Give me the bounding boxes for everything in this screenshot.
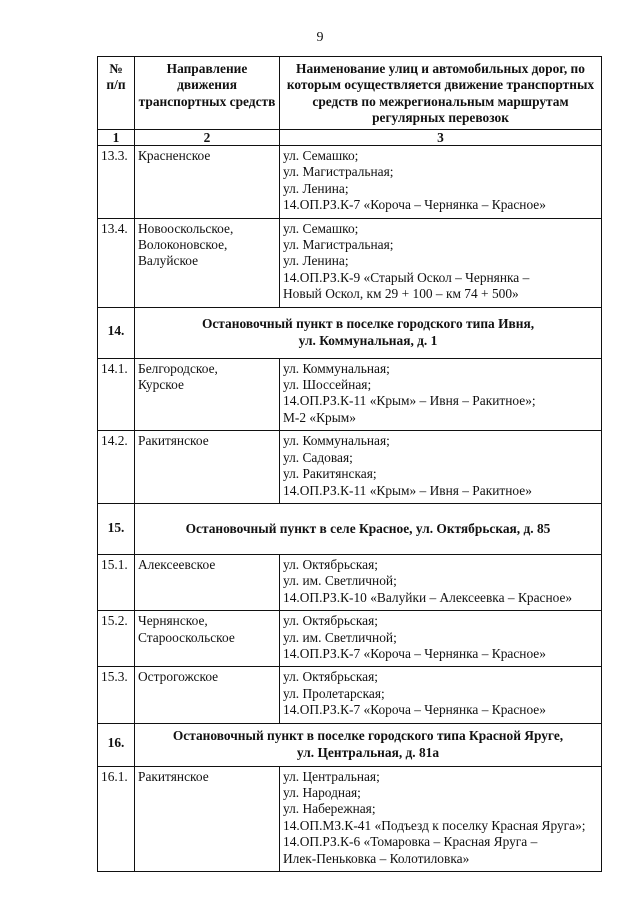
routes-table xyxy=(97,56,602,872)
section-number: 15. xyxy=(98,503,135,554)
direction-cell xyxy=(135,358,280,431)
street-line: 14.ОП.РЗ.К-9 «Старый Оскол – Чернянка – xyxy=(283,269,530,285)
street-line: ул. Коммунальная; xyxy=(283,360,390,376)
street-line: ул. Ленина; xyxy=(283,180,349,196)
row-number: 14.2. xyxy=(98,431,135,504)
column-number: 2 xyxy=(135,130,280,146)
table-row xyxy=(98,554,602,610)
street-line: 14.ОП.РЗ.К-11 «Крым» – Ивня – Ракитное»; xyxy=(283,393,536,409)
section-title-line: Остановочный пункт в поселке городского типа Ивня, xyxy=(201,316,535,332)
street-line: ул. им. Светличной; xyxy=(283,629,397,645)
street-line: ул. Ленина; xyxy=(283,253,349,269)
street-line: ул. Семашко; xyxy=(283,148,359,163)
direction-cell xyxy=(135,431,280,504)
streets-cell xyxy=(280,766,602,871)
street-line: Новый Оскол, км 29 + 100 – км 74 + 500» xyxy=(283,286,519,302)
header-direction: Направление движения транспортных средств xyxy=(135,57,280,130)
direction-line: Чернянское, xyxy=(138,613,208,629)
street-line: 14.ОП.МЗ.К-41 «Подъезд к поселку Красная Яруга»; xyxy=(283,817,586,833)
street-line: ул. Садовая; xyxy=(283,449,353,465)
street-line: М-2 «Крым» xyxy=(283,409,356,425)
direction-line: Валуйское xyxy=(138,253,199,269)
row-number: 16.1. xyxy=(98,766,135,871)
streets-cell xyxy=(280,431,602,504)
street-line: ул. Центральная; xyxy=(283,768,380,784)
table-row xyxy=(98,146,602,219)
direction-line: Волоконовское, xyxy=(138,237,228,253)
row-number: 15.2. xyxy=(98,611,135,667)
street-line: ул. Семашко; xyxy=(283,220,359,236)
table-body xyxy=(98,146,602,872)
direction-cell xyxy=(135,554,280,610)
street-line: ул. Октябрьская; xyxy=(283,669,379,685)
street-line: Илек-Пеньковка – Колотиловка» xyxy=(283,850,470,866)
street-line: ул. Ракитянская; xyxy=(283,466,377,482)
column-numbers-row xyxy=(98,130,602,146)
streets-cell xyxy=(280,146,602,219)
direction-cell xyxy=(135,667,280,723)
street-line: ул. Магистральная; xyxy=(283,237,394,253)
direction-cell xyxy=(135,766,280,871)
section-row xyxy=(98,723,602,766)
section-number: 14. xyxy=(98,307,135,358)
header-number-symbol: № xyxy=(109,61,123,76)
direction-line: Курское xyxy=(138,377,184,393)
header-number-abbr: п/п xyxy=(106,77,126,93)
section-row xyxy=(98,503,602,554)
street-line: 14.ОП.РЗ.К-7 «Короча – Чернянка – Красное» xyxy=(283,197,546,213)
section-title-line: Остановочный пункт в селе Красное, ул. Октябрьская, д. 85 xyxy=(185,520,551,536)
direction-line: Острогожское xyxy=(138,669,219,685)
street-line: ул. Октябрьская; xyxy=(283,556,379,572)
table-row xyxy=(98,218,602,307)
header-streets: Наименование улиц и автомобильных дорог, по которым осуществляется движение транспортных средств по межрегиональным маршрутам регулярных перевозок xyxy=(280,57,602,130)
streets-cell xyxy=(280,667,602,723)
section-title-line: Остановочный пункт в поселке городского типа Красной Яруге, xyxy=(172,728,564,744)
column-number: 3 xyxy=(280,130,602,146)
table-row xyxy=(98,766,602,871)
section-title xyxy=(135,307,602,358)
street-line: 14.ОП.РЗ.К-7 «Короча – Чернянка – Красное» xyxy=(283,645,546,661)
direction-line: Новооскольское, xyxy=(138,220,234,236)
page-number: 9 xyxy=(316,30,324,45)
streets-cell xyxy=(280,218,602,307)
row-number: 13.4. xyxy=(98,218,135,307)
direction-line: Старооскольское xyxy=(138,629,235,645)
direction-cell xyxy=(135,611,280,667)
street-line: ул. им. Светличной; xyxy=(283,573,397,589)
direction-cell xyxy=(135,146,280,219)
row-number: 14.1. xyxy=(98,358,135,431)
header-number xyxy=(98,57,135,130)
street-line: 14.ОП.РЗ.К-10 «Валуйки – Алексеевка – Красное» xyxy=(283,589,573,605)
direction-line: Красненское xyxy=(138,148,211,163)
section-title-line: ул. Коммунальная, д. 1 xyxy=(298,332,438,348)
section-title xyxy=(135,723,602,766)
street-line: 14.ОП.РЗ.К-7 «Короча – Чернянка – Красное» xyxy=(283,702,546,718)
row-number: 15.1. xyxy=(98,554,135,610)
streets-cell xyxy=(280,554,602,610)
street-line: ул. Октябрьская; xyxy=(283,613,379,629)
table-row xyxy=(98,667,602,723)
table-header-row xyxy=(98,57,602,130)
table-row xyxy=(98,358,602,431)
section-title-line: ул. Центральная, д. 81а xyxy=(296,744,440,760)
street-line: ул. Коммунальная; xyxy=(283,433,390,449)
street-line: ул. Набережная; xyxy=(283,801,376,817)
section-number: 16. xyxy=(98,723,135,766)
table-row xyxy=(98,611,602,667)
street-line: ул. Магистральная; xyxy=(283,164,394,180)
column-number: 1 xyxy=(98,130,135,146)
direction-line: Ракитянское xyxy=(138,768,209,784)
streets-cell xyxy=(280,358,602,431)
section-row xyxy=(98,307,602,358)
direction-line: Ракитянское xyxy=(138,433,209,449)
direction-line: Белгородское, xyxy=(138,360,218,376)
direction-cell xyxy=(135,218,280,307)
street-line: 14.ОП.РЗ.К-11 «Крым» – Ивня – Ракитное» xyxy=(283,482,532,498)
direction-line: Алексеевское xyxy=(138,556,216,572)
row-number: 13.3. xyxy=(98,146,135,219)
section-title xyxy=(135,503,602,554)
street-line: 14.ОП.РЗ.К-6 «Томаровка – Красная Яруга – xyxy=(283,834,538,850)
street-line: ул. Пролетарская; xyxy=(283,685,385,701)
street-line: ул. Шоссейная; xyxy=(283,377,372,393)
table-row xyxy=(98,431,602,504)
street-line: ул. Народная; xyxy=(283,784,361,800)
row-number: 15.3. xyxy=(98,667,135,723)
streets-cell xyxy=(280,611,602,667)
